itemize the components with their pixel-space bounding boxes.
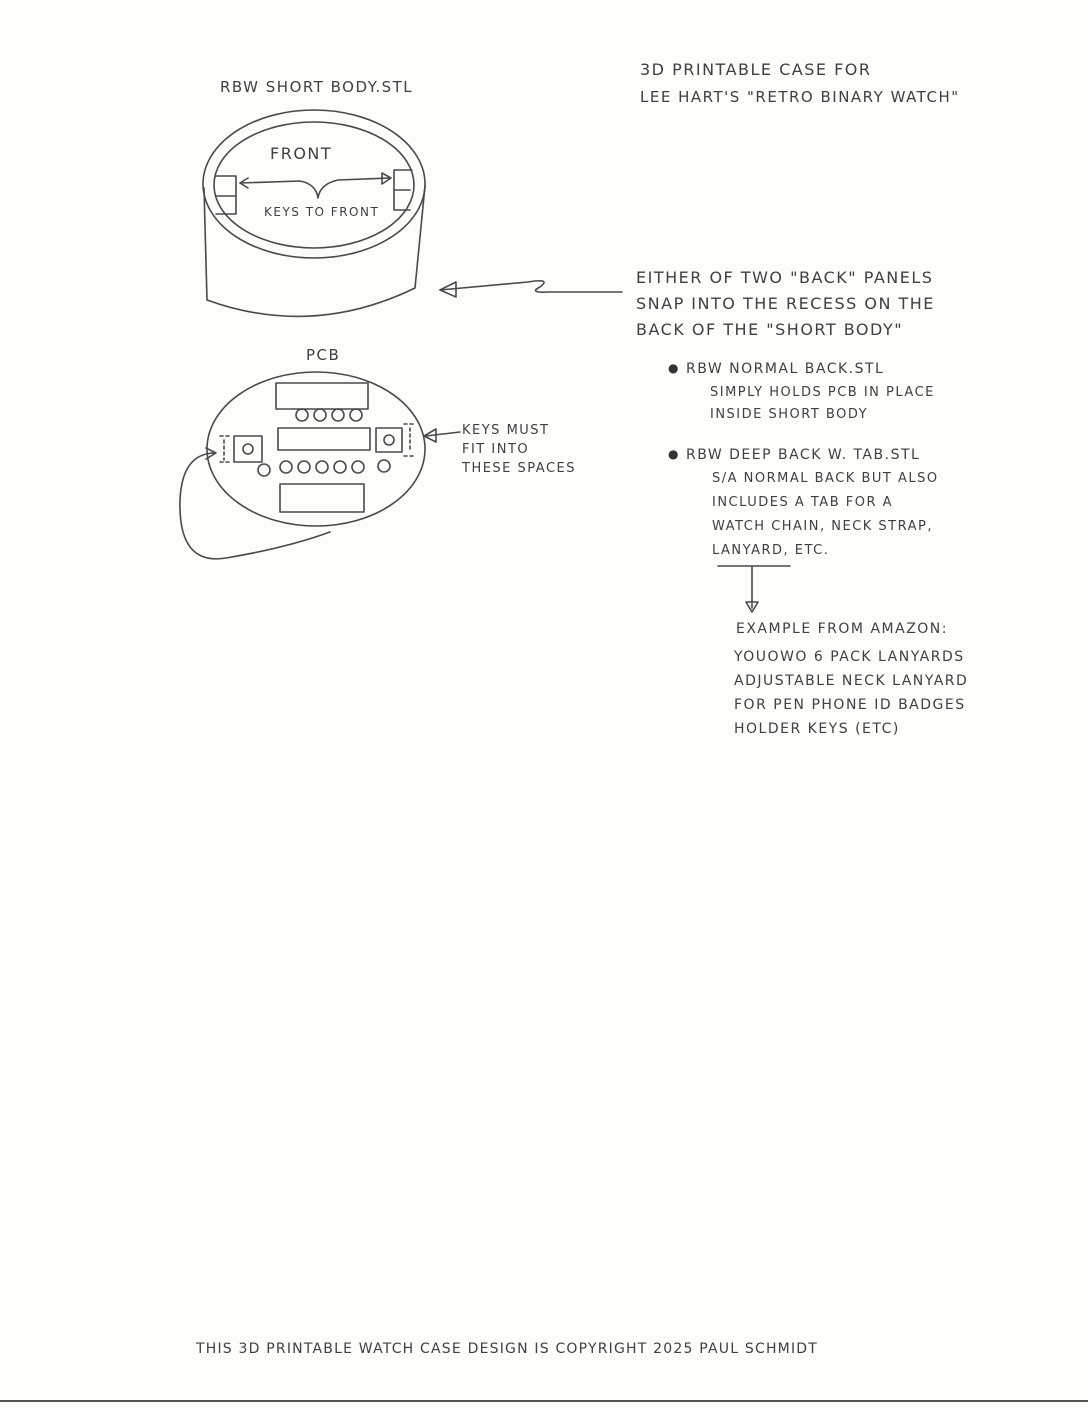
title-line-2: LEE HART'S "RETRO BINARY WATCH" (640, 88, 960, 106)
keys-note-3: THESE SPACES (462, 461, 576, 476)
pcb-label: PCB (306, 346, 341, 364)
bullet-1: ● (668, 361, 680, 375)
option-1-name: RBW NORMAL BACK.STL (686, 361, 885, 377)
example-line-1: YOUOWO 6 PACK LANYARDS (734, 649, 965, 665)
option-2-line-4: LANYARD, ETC. (712, 543, 830, 558)
option-2-line-1: S/A NORMAL BACK BUT ALSO (712, 471, 939, 486)
front-label: FRONT (270, 144, 333, 163)
example-arrow (718, 566, 790, 612)
back-arrow (440, 281, 622, 297)
scan-edge-line (0, 1400, 1088, 1402)
body-label: RBW SHORT BODY.STL (220, 78, 414, 96)
copyright-text: THIS 3D PRINTABLE WATCH CASE DESIGN IS COPYRIGHT 2025 PAUL SCHMIDT (196, 1341, 819, 1357)
back-note-2: SNAP INTO THE RECESS ON THE (636, 294, 935, 313)
example-heading: EXAMPLE FROM AMAZON: (736, 621, 948, 637)
option-2-line-2: INCLUDES A TAB FOR A (712, 495, 894, 510)
keys-front-label: KEYS TO FRONT (264, 205, 380, 219)
example-line-2: ADJUSTABLE NECK LANYARD (734, 673, 969, 689)
option-1-line-2: INSIDE SHORT BODY (710, 407, 869, 422)
example-line-4: HOLDER KEYS (ETC) (734, 721, 900, 737)
option-2-name: RBW DEEP BACK W. TAB.STL (686, 447, 921, 463)
pcb-drawing (180, 372, 460, 559)
back-note-3: BACK OF THE "SHORT BODY" (636, 320, 904, 339)
title-line-1: 3D PRINTABLE CASE FOR (640, 60, 872, 79)
keys-note-2: FIT INTO (462, 442, 530, 457)
example-line-3: FOR PEN PHONE ID BADGES (734, 697, 966, 713)
keys-note-1: KEYS MUST (462, 423, 550, 438)
bullet-2: ● (668, 447, 680, 461)
back-note-1: EITHER OF TWO "BACK" PANELS (636, 268, 934, 287)
option-1-line-1: SIMPLY HOLDS PCB IN PLACE (710, 385, 935, 400)
option-2-line-3: WATCH CHAIN, NECK STRAP, (712, 519, 933, 534)
